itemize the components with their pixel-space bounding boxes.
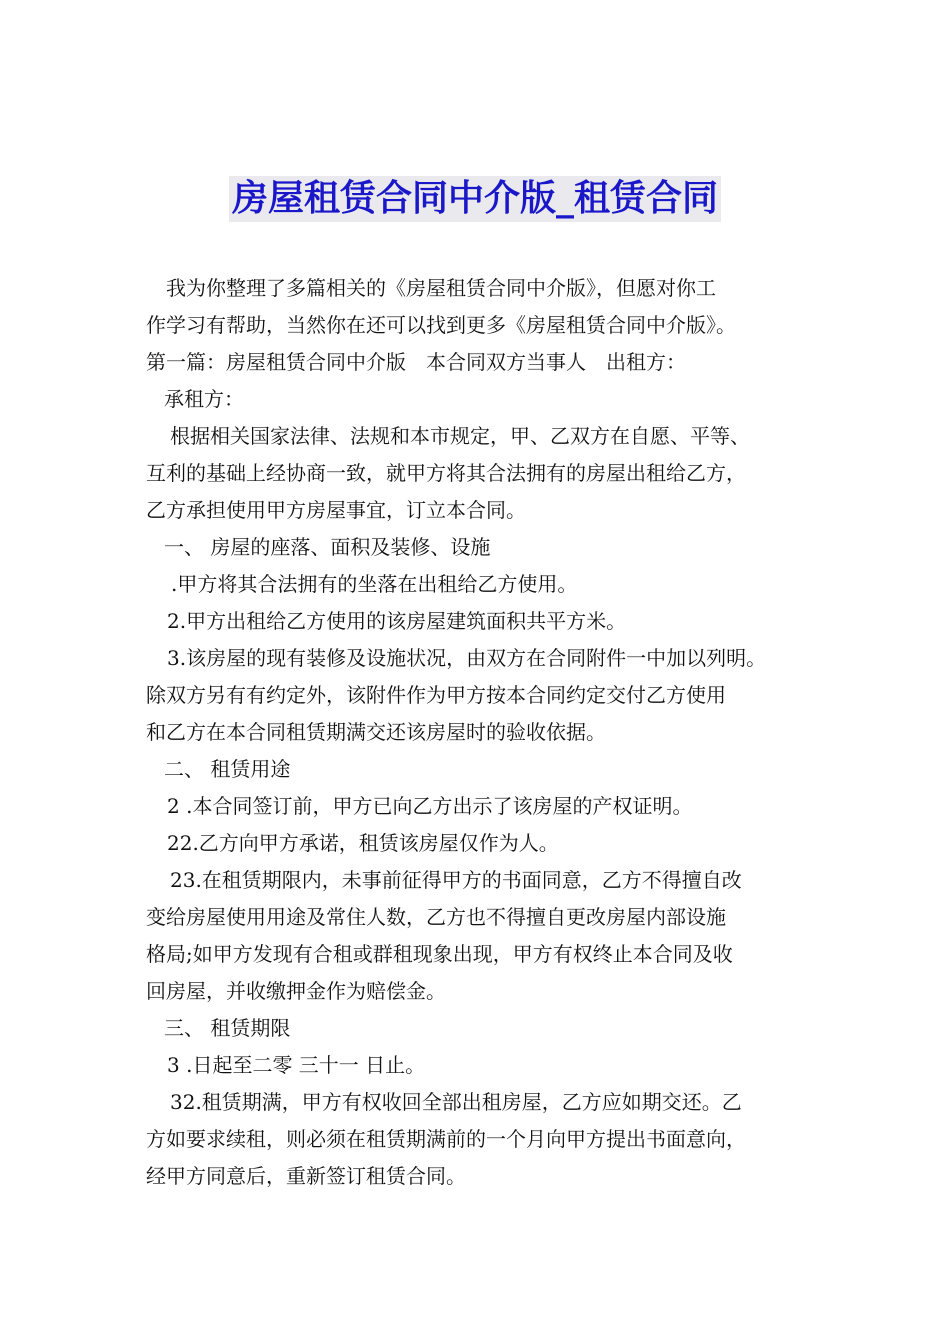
paragraph-line: 除双方另有有约定外，该附件作为甲方按本合同约定交付乙方使用: [146, 683, 726, 707]
paragraph-line: 根据相关国家法律、法规和本市规定，甲、乙双方在自愿、平等、: [170, 424, 750, 448]
paragraph-line: 我为你整理了多篇相关的《房屋租赁合同中介版》，但愿对你工: [166, 276, 716, 300]
paragraph-line: 互利的基础上经协商一致，就甲方将其合法拥有的房屋出租给乙方，: [146, 461, 746, 485]
document-body: [146, 270, 816, 1195]
paragraph-line: .甲方将其合法拥有的坐落在出租给乙方使用。: [171, 572, 578, 596]
paragraph-line: 2 .本合同签订前，甲方已向乙方出示了该房屋的产权证明。: [167, 794, 693, 818]
paragraph-line: 乙方承担使用甲方房屋事宜，订立本合同。: [146, 498, 526, 522]
paragraph-line: 经甲方同意后，重新签订租赁合同。: [146, 1164, 466, 1188]
paragraph-line: 格局;如甲方发现有合租或群租现象出现，甲方有权终止本合同及收: [146, 942, 733, 966]
section-heading: 二、 租赁用途: [164, 757, 291, 781]
section-heading: 一、 房屋的座落、面积及装修、设施: [164, 535, 491, 559]
paragraph-line: 第一篇：房屋租赁合同中介版 本合同双方当事人 出租方：: [146, 350, 686, 374]
paragraph-line: 32.租赁期满，甲方有权收回全部出租房屋，乙方应如期交还。乙: [170, 1090, 742, 1114]
paragraph-line: 3 .日起至二零 三十一 日止。: [167, 1053, 426, 1077]
section-heading: 三、 租赁期限: [164, 1016, 291, 1040]
paragraph-line: 和乙方在本合同租赁期满交还该房屋时的验收依据。: [146, 720, 606, 744]
paragraph-line: 作学习有帮助，当然你在还可以找到更多《房屋租赁合同中介版》。: [146, 313, 736, 337]
paragraph-line: 2.甲方出租给乙方使用的该房屋建筑面积共平方米。: [167, 609, 627, 633]
paragraph-line: 方如要求续租，则必须在租赁期满前的一个月向甲方提出书面意向，: [146, 1127, 746, 1151]
paragraph-line: 变给房屋使用用途及常住人数，乙方也不得擅自更改房屋内部设施: [146, 905, 726, 929]
paragraph-line: 23.在租赁期限内，未事前征得甲方的书面同意，乙方不得擅自改: [170, 868, 742, 892]
document-title: 房屋租赁合同中介版_租赁合同: [229, 176, 721, 222]
paragraph-line: 回房屋，并收缴押金作为赔偿金。: [146, 979, 446, 1003]
title-container: [0, 176, 950, 222]
paragraph-line: 3.该房屋的现有装修及设施状况，由双方在合同附件一中加以列明。: [167, 646, 767, 670]
paragraph-line: 承租方：: [164, 387, 244, 411]
paragraph-line: 22.乙方向甲方承诺，租赁该房屋仅作为人。: [167, 831, 559, 855]
